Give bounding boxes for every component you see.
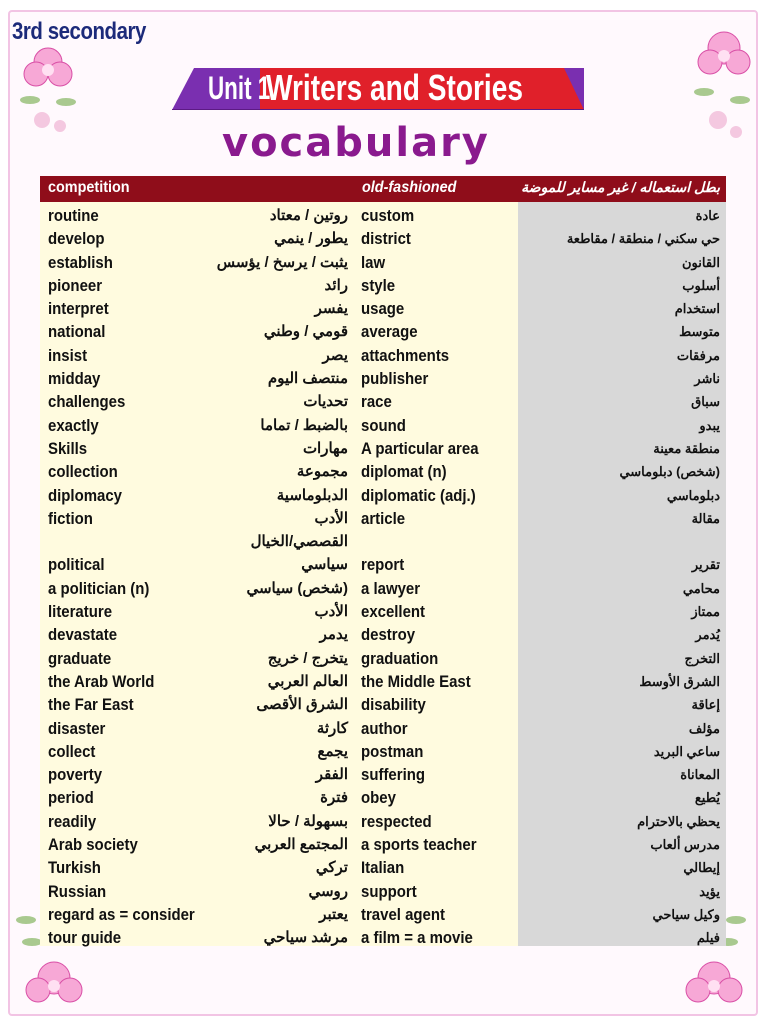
arabic-meaning-left: كارثة <box>316 719 348 737</box>
arabic-meaning-right: يُدمر <box>695 627 720 643</box>
english-word-left: exactly <box>48 415 99 435</box>
arabic-meaning-left: يصر <box>322 346 348 364</box>
english-word-right: A particular area <box>361 438 479 458</box>
english-word-right: diplomat (n) <box>361 462 447 482</box>
english-word-left: diplomacy <box>48 485 123 505</box>
vocab-row <box>40 204 726 227</box>
arabic-meaning-left: تركي <box>315 859 348 877</box>
arabic-meaning-left: روسي <box>308 882 348 900</box>
vocab-row <box>40 717 726 740</box>
arabic-meaning-left: روتين / معتاد <box>269 207 348 224</box>
vocab-row <box>40 740 726 763</box>
vocab-row <box>40 227 726 250</box>
english-word-right: report <box>361 555 405 575</box>
english-word-right: a sports teacher <box>361 835 477 855</box>
arabic-meaning-right: ساعي البريد <box>653 743 720 759</box>
arabic-meaning-right: مدرس ألعاب <box>650 837 720 853</box>
english-word-right: respected <box>361 811 432 831</box>
arabic-meaning-left: الشرق الأقصى <box>256 696 348 714</box>
vocab-row <box>40 507 726 530</box>
english-word-right: sound <box>361 415 406 435</box>
english-word-right: custom <box>361 206 415 225</box>
arabic-meaning-right: سباق <box>691 394 720 410</box>
arabic-meaning-right: متوسط <box>679 324 720 340</box>
vocab-row <box>40 437 726 460</box>
vocab-row <box>40 367 726 390</box>
english-word-left: Skills <box>48 438 88 458</box>
english-word-right: a film = a movie <box>361 928 473 948</box>
english-word-right: the Middle East <box>361 671 471 691</box>
vocab-row <box>40 833 726 856</box>
english-word-right: attachments <box>361 345 450 365</box>
vocab-row <box>40 903 726 926</box>
arabic-meaning-right: مؤلف <box>688 720 720 736</box>
vocab-row <box>40 251 726 274</box>
arabic-meaning-right: التخرج <box>684 650 720 666</box>
arabic-meaning-left: بالضبط / تماما <box>260 416 348 434</box>
english-word-left: literature <box>48 602 113 622</box>
arabic-meaning-right: ناشر <box>694 371 720 387</box>
arabic-meaning-right: فيلم <box>696 930 720 946</box>
arabic-meaning-left: يثبت / يرسخ / يؤسس <box>216 253 348 271</box>
arabic-meaning-left: العالم العربي <box>267 672 348 690</box>
english-word-left: routine <box>48 206 99 225</box>
vocab-row <box>40 600 726 623</box>
arabic-meaning-right: المعاناة <box>680 767 720 783</box>
grade-label: 3rd secondary <box>12 18 146 45</box>
english-word-right: excellent <box>361 602 426 622</box>
vocab-header-bar <box>40 176 726 202</box>
english-word-right: style <box>361 275 396 295</box>
english-word-left: insist <box>48 345 88 365</box>
arabic-meaning-left: المجتمع العربي <box>254 836 348 854</box>
arabic-meaning-right: القانون <box>682 254 720 270</box>
english-word-left: Russian <box>48 881 107 901</box>
arabic-meaning-left: يعتبر <box>319 905 348 923</box>
arabic-meaning-right: منطقة معينة <box>653 440 720 456</box>
arabic-meaning-left: (شخص) سياسي <box>246 579 348 597</box>
arabic-meaning-right: وكيل سياحي <box>652 906 720 922</box>
arabic-meaning-left: الفقر <box>315 766 348 784</box>
vocab-row <box>40 553 726 576</box>
arabic-meaning-right: إيطالي <box>683 860 720 876</box>
unit-number: Unit 1 <box>208 70 271 106</box>
arabic-meaning-left: سياسي <box>301 556 348 574</box>
vocab-row <box>40 786 726 809</box>
english-word-right: publisher <box>361 369 429 389</box>
header-col1: competition <box>48 179 130 196</box>
arabic-meaning-left: فترة <box>320 789 348 807</box>
english-word-left: period <box>48 788 94 808</box>
arabic-meaning-right: يحظي بالاحترام <box>637 813 720 829</box>
english-word-left: interpret <box>48 299 109 319</box>
english-word-left: graduate <box>48 648 112 668</box>
arabic-meaning-right: يؤيد <box>699 883 720 899</box>
arabic-meaning-left: يطور / ينمي <box>274 230 348 248</box>
english-word-left: the Arab World <box>48 671 155 691</box>
english-word-left: regard as = consider <box>48 904 195 924</box>
arabic-meaning-right: يبدو <box>699 417 720 433</box>
english-word-left: readily <box>48 811 97 831</box>
english-word-right: disability <box>361 695 426 715</box>
arabic-meaning-right: عادة <box>695 208 720 223</box>
english-word-left: develop <box>48 229 105 249</box>
vocab-row <box>40 926 726 949</box>
vocab-row <box>40 623 726 646</box>
arabic-meaning-right: محامي <box>682 580 720 596</box>
vocab-row <box>40 763 726 786</box>
english-word-right: graduation <box>361 648 439 668</box>
vocab-row <box>40 880 726 903</box>
arabic-meaning-right: الشرق الأوسط <box>639 673 720 689</box>
english-word-left: Arab society <box>48 835 138 855</box>
english-word-left: pioneer <box>48 275 103 295</box>
arabic-meaning-left: الدبلوماسية <box>276 486 348 504</box>
vocab-row <box>40 484 726 507</box>
english-word-right: district <box>361 229 411 249</box>
arabic-meaning-right: دبلوماسي <box>666 487 720 503</box>
arabic-meaning-left: منتصف اليوم <box>267 370 348 388</box>
english-word-left: national <box>48 322 106 342</box>
english-word-left: collect <box>48 741 96 761</box>
english-word-left: political <box>48 555 105 575</box>
arabic-meaning-right: أسلوب <box>682 277 720 293</box>
section-title: vocabulary <box>222 120 490 166</box>
vocab-row <box>40 297 726 320</box>
vocab-row <box>40 670 726 693</box>
arabic-meaning-left: قومي / وطني <box>263 323 348 341</box>
flower-decoration-top-left-icon <box>8 40 88 140</box>
english-word-left: challenges <box>48 392 126 412</box>
english-word-left: Turkish <box>48 858 101 878</box>
english-word-right: a lawyer <box>361 578 421 598</box>
english-word-right: postman <box>361 741 424 761</box>
vocab-row <box>40 390 726 413</box>
unit-title: Writers and Stories <box>266 67 523 108</box>
english-word-left: fiction <box>48 508 93 528</box>
arabic-meaning-right: مقالة <box>691 510 720 526</box>
english-word-left: devastate <box>48 625 118 645</box>
arabic-meaning-left: يتخرج / خريج <box>267 649 348 667</box>
arabic-meaning-left: يجمع <box>317 742 348 760</box>
arabic-meaning-right: مرفقات <box>676 347 720 363</box>
arabic-meaning-right: يُطيع <box>694 790 720 806</box>
unit-banner <box>172 66 584 110</box>
arabic-meaning-left: مرشد سياحي <box>263 929 348 947</box>
arabic-meaning-left: الأدب <box>314 603 348 621</box>
arabic-meaning-left: تحديات <box>303 393 348 411</box>
vocab-row <box>40 577 726 600</box>
english-word-right: average <box>361 322 418 342</box>
english-word-left: a politician (n) <box>48 578 150 598</box>
arabic-meaning-left: بسهولة / حالا <box>268 812 348 830</box>
english-word-left: tour guide <box>48 928 122 948</box>
english-word-right: travel agent <box>361 904 445 924</box>
arabic-meaning-left: مجموعة <box>296 463 348 481</box>
english-word-left: poverty <box>48 765 103 785</box>
english-word-right: usage <box>361 299 405 319</box>
flower-decoration-top-right-icon <box>680 20 760 150</box>
english-word-right: article <box>361 508 406 528</box>
vocab-row <box>40 460 726 483</box>
vocab-row <box>40 856 726 879</box>
english-word-right: suffering <box>361 765 426 785</box>
english-word-right: Italian <box>361 858 405 878</box>
vocab-row <box>40 693 726 716</box>
english-word-right: diplomatic (adj.) <box>361 485 476 505</box>
vocab-row <box>40 274 726 297</box>
english-word-right: obey <box>361 788 396 808</box>
arabic-meaning-left: يدمر <box>319 626 348 644</box>
arabic-meaning-right: ممتاز <box>691 604 720 620</box>
header-col2: old-fashioned <box>362 179 457 196</box>
header-col3: بطل استعماله / غير مساير للموضة <box>521 179 720 195</box>
english-word-right: law <box>361 252 386 272</box>
arabic-meaning-right: تقرير <box>691 557 720 573</box>
english-word-left: midday <box>48 369 101 389</box>
english-word-right: destroy <box>361 625 416 645</box>
english-word-right: author <box>361 718 408 738</box>
arabic-meaning-left: الأدب <box>314 509 348 527</box>
vocab-row <box>40 414 726 437</box>
vocab-row <box>40 647 726 670</box>
vocab-table <box>40 204 726 950</box>
english-word-left: collection <box>48 462 118 482</box>
arabic-meaning-right: (شخص) دبلوماسي <box>619 464 720 480</box>
arabic-meaning-left: القصصي/الخيال <box>250 533 348 551</box>
english-word-right: support <box>361 881 417 901</box>
english-word-left: establish <box>48 252 113 272</box>
arabic-meaning-right: إعاقة <box>691 697 720 713</box>
arabic-meaning-right: استخدام <box>674 301 720 317</box>
arabic-meaning-left: مهارات <box>302 439 348 457</box>
arabic-meaning-left: يفسر <box>314 300 348 318</box>
vocab-row <box>40 810 726 833</box>
english-word-left: the Far East <box>48 695 134 715</box>
vocab-row <box>40 320 726 343</box>
vocab-row <box>40 530 726 553</box>
arabic-meaning-left: رائد <box>324 276 348 294</box>
english-word-left: disaster <box>48 718 106 738</box>
english-word-right: race <box>361 392 392 412</box>
vocab-row <box>40 344 726 367</box>
arabic-meaning-right: حي سكني / منطقة / مقاطعة <box>566 231 720 247</box>
